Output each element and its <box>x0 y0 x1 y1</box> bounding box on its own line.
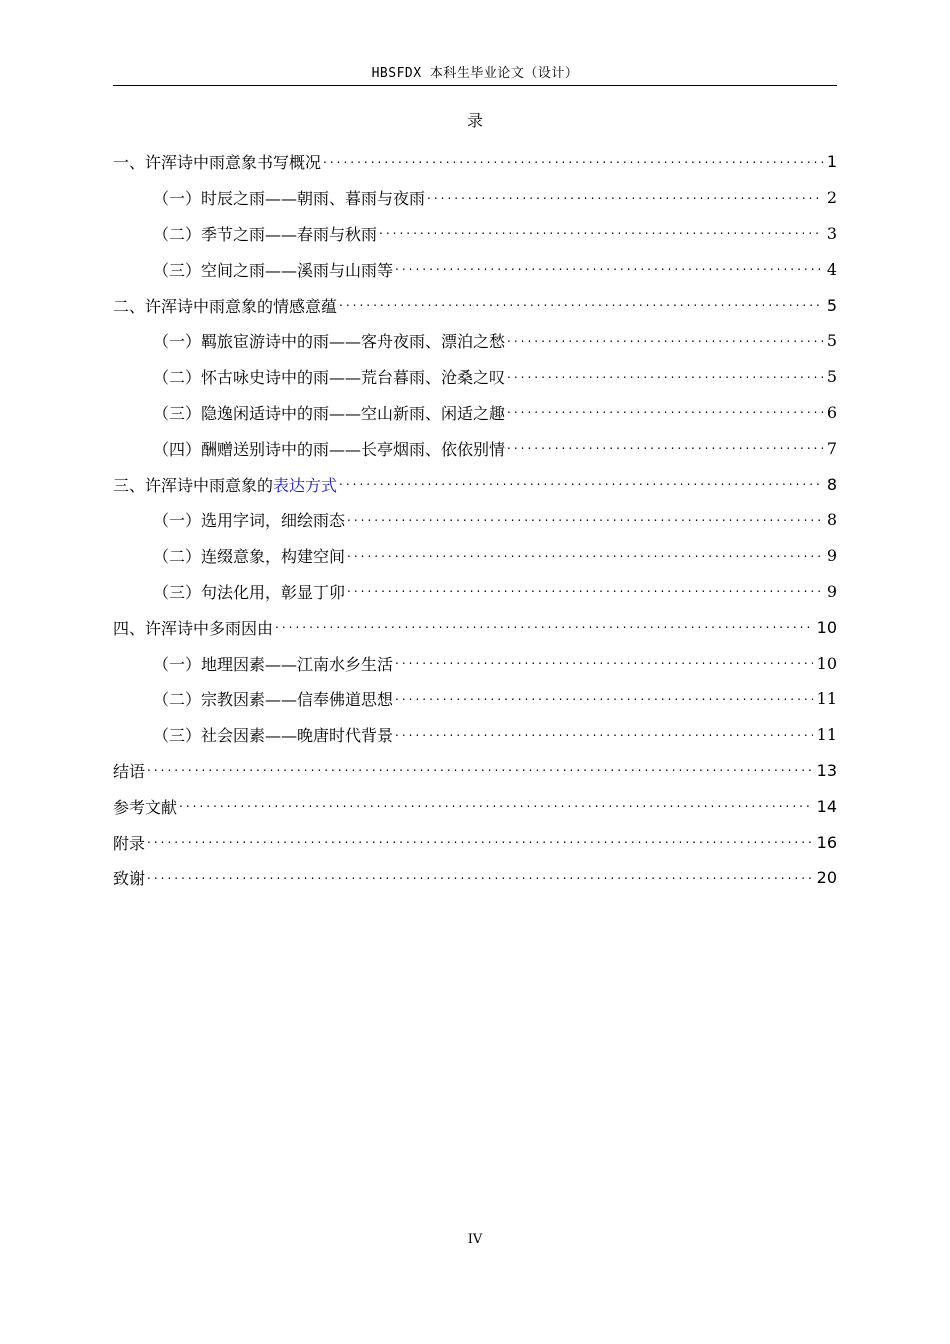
toc-entry-page-number: 8 <box>826 474 837 494</box>
toc-entry-page-number: 5 <box>826 295 837 315</box>
toc-entry-page-number: 20 <box>816 868 837 888</box>
toc-entry-page-number: 7 <box>826 438 837 458</box>
toc-entry-chapter[interactable] <box>113 144 837 180</box>
toc-dot-leader <box>395 725 813 739</box>
toc-dot-leader <box>347 581 823 595</box>
toc-dot-leader <box>347 510 823 524</box>
toc-dot-leader <box>339 295 823 309</box>
toc-entry-title <box>201 544 345 567</box>
toc-entry-page-number: 4 <box>826 259 837 279</box>
toc-entry-page-number: 1 <box>826 152 837 172</box>
toc-entry-title-text: 怀古咏史诗中的雨——荒台暮雨、沧桑之叹 <box>201 368 506 388</box>
toc-entry-title <box>201 186 425 209</box>
toc-entry-title <box>201 365 505 388</box>
toc-entry-page-number: 3 <box>826 223 837 243</box>
toc-entry-page-number: 10 <box>816 617 837 637</box>
toc-entry-chapter[interactable] <box>113 466 837 502</box>
toc-entry-number: （一） <box>153 332 202 352</box>
toc-dot-leader <box>147 760 813 774</box>
toc-entry-title-text: 许浑诗中雨意象书写概况 <box>145 153 322 173</box>
toc-entry-title-text: 社会因素——晚唐时代背景 <box>201 726 394 746</box>
toc-entry-number: （二） <box>153 224 202 244</box>
toc-entry-title <box>201 222 377 245</box>
toc-entry-number: 四、 <box>113 618 146 638</box>
toc-entry-title <box>201 258 393 281</box>
toc-dot-leader <box>507 402 823 416</box>
toc-entry-chapter[interactable] <box>113 860 837 896</box>
toc-entry-section[interactable] <box>113 216 837 252</box>
toc-entry-page-number: 8 <box>826 510 837 530</box>
toc-entry-number: （一） <box>153 654 202 674</box>
toc-entry-title <box>113 759 145 782</box>
toc-entry-title <box>145 473 337 496</box>
page-number: IV <box>467 1232 483 1247</box>
toc-dot-leader <box>507 331 823 345</box>
toc-entry-title <box>145 616 273 639</box>
toc-entry-number: （二） <box>153 547 202 567</box>
toc-entry-chapter[interactable] <box>113 788 837 824</box>
toc-entry-title-text: 连缀意象，构建空间 <box>201 547 346 567</box>
toc-entry-title <box>201 329 505 352</box>
toc-entry-number: （三） <box>153 582 202 602</box>
toc-entry-title-text: 附录 <box>113 833 146 853</box>
toc-dot-leader <box>179 796 813 810</box>
toc-dot-leader <box>323 152 823 166</box>
toc-entry-title-text: 地理因素——江南水乡生活 <box>201 654 394 674</box>
toc-dot-leader <box>147 832 813 846</box>
toc-dot-leader <box>395 653 813 667</box>
toc-entry-title-text: 宗教因素——信奉佛道思想 <box>201 690 394 710</box>
toc-entry-title-text: 参考文献 <box>113 797 178 817</box>
toc-entry-page-number: 5 <box>826 331 837 351</box>
toc-entry-title <box>113 795 177 818</box>
toc-entry-title-text: 隐逸闲适诗中的雨——空山新雨、闲适之趣 <box>201 403 506 423</box>
toc-entry-page-number: 2 <box>826 188 837 208</box>
toc-entry-section[interactable] <box>113 574 837 610</box>
header-rule <box>113 85 837 86</box>
toc-entry-title <box>145 150 321 173</box>
toc-dot-leader <box>275 617 813 631</box>
toc-entry-page-number: 11 <box>816 725 837 745</box>
toc-dot-leader <box>347 546 823 560</box>
toc-entry-page-number: 5 <box>826 367 837 387</box>
toc-entry-number: 三、 <box>113 475 146 495</box>
toc-entry-number: （三） <box>153 403 202 423</box>
toc-entry-section[interactable] <box>113 717 837 753</box>
toc-entry-title-highlight: 表达方式 <box>273 475 338 495</box>
toc-entry-section[interactable] <box>113 323 837 359</box>
toc-entry-page-number: 13 <box>816 760 837 780</box>
toc-entry-number: （一） <box>153 511 202 531</box>
toc-entry-section[interactable] <box>113 395 837 431</box>
toc-entry-title <box>145 294 337 317</box>
toc-entry-title-text: 句法化用，彰显丁卯 <box>201 582 346 602</box>
toc-entry-page-number: 10 <box>816 653 837 673</box>
toc-dot-leader <box>339 474 823 488</box>
toc-entry-number: （三） <box>153 726 202 746</box>
toc-dot-leader <box>379 223 823 237</box>
toc-entry-chapter[interactable] <box>113 609 837 645</box>
toc-entry-title-text: 季节之雨——春雨与秋雨 <box>201 224 378 244</box>
toc-entry-number: （二） <box>153 368 202 388</box>
toc-entry-title <box>201 652 393 675</box>
toc-entry-page-number: 16 <box>816 832 837 852</box>
toc-entry-page-number: 14 <box>816 796 837 816</box>
toc-entry-title-text: 空间之雨——溪雨与山雨等 <box>201 260 394 280</box>
toc-title: 录 <box>466 111 483 130</box>
toc-entry-section[interactable] <box>113 681 837 717</box>
toc-entry-page-number: 9 <box>826 581 837 601</box>
toc-entry-number: 二、 <box>113 296 146 316</box>
toc-dot-leader <box>507 367 823 381</box>
toc-entry-section[interactable] <box>113 502 837 538</box>
toc-entry-page-number: 11 <box>816 689 837 709</box>
toc-entry-title <box>201 687 393 710</box>
toc-entry-title-text: 结语 <box>113 761 146 781</box>
toc-entry-title <box>201 508 345 531</box>
toc-entry-title <box>113 831 145 854</box>
toc-entry-title <box>201 437 505 460</box>
toc-entry-title-text: 许浑诗中雨意象的情感意蕴 <box>145 296 338 316</box>
toc-entry-title-text: 时辰之雨——朝雨、暮雨与夜雨 <box>201 189 426 209</box>
toc-entry-title-text: 酬赠送别诗中的雨——长亭烟雨、依依别情 <box>201 439 506 459</box>
toc-entry-page-number: 9 <box>826 546 837 566</box>
toc-entry-chapter[interactable] <box>113 824 837 860</box>
toc-entry-title-text: 致谢 <box>113 869 146 889</box>
toc-entry-number: （一） <box>153 189 202 209</box>
toc-dot-leader <box>427 188 823 202</box>
toc-entry-chapter[interactable] <box>113 753 837 789</box>
toc-entry-number: （二） <box>153 690 202 710</box>
table-of-contents <box>113 144 837 896</box>
toc-dot-leader <box>395 689 813 703</box>
toc-dot-leader <box>395 259 823 273</box>
toc-entry-title <box>113 866 145 889</box>
toc-entry-number: 一、 <box>113 153 146 173</box>
toc-entry-section[interactable] <box>113 180 837 216</box>
toc-entry-section[interactable] <box>113 430 837 466</box>
toc-entry-chapter[interactable] <box>113 287 837 323</box>
running-header: HBSFDX 本科生毕业论文（设计） <box>371 66 579 81</box>
toc-entry-number: （四） <box>153 439 202 459</box>
toc-entry-title <box>201 401 505 424</box>
toc-dot-leader <box>507 438 823 452</box>
toc-entry-section[interactable] <box>113 359 837 395</box>
toc-entry-title-text: 许浑诗中多雨因由 <box>145 618 274 638</box>
toc-entry-section[interactable] <box>113 538 837 574</box>
toc-dot-leader <box>147 868 813 882</box>
toc-entry-section[interactable] <box>113 645 837 681</box>
toc-entry-title <box>201 723 393 746</box>
toc-entry-title-text: 许浑诗中雨意象的 <box>145 475 274 495</box>
toc-entry-title-text: 羁旅宦游诗中的雨——客舟夜雨、漂泊之愁 <box>201 332 506 352</box>
toc-entry-section[interactable] <box>113 251 837 287</box>
toc-entry-page-number: 6 <box>826 402 837 422</box>
toc-entry-title <box>201 580 345 603</box>
toc-entry-title-text: 选用字词，细绘雨态 <box>201 511 346 531</box>
toc-entry-number: （三） <box>153 260 202 280</box>
